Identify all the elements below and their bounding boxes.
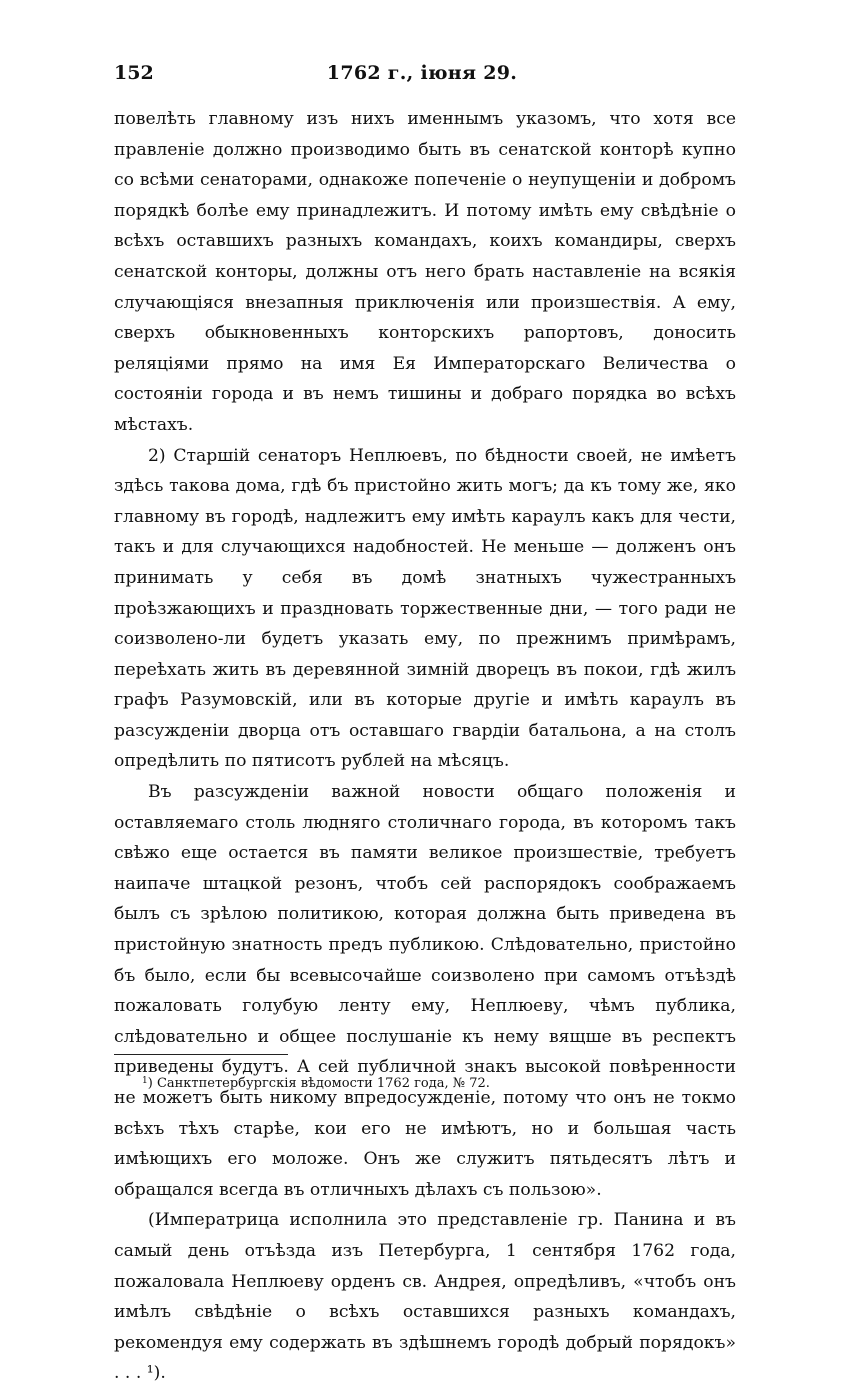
footnote-rule (114, 1054, 288, 1055)
running-head: 1762 г., iюня 29. (326, 62, 518, 84)
footnote (142, 1072, 490, 1093)
page-number: 152 (114, 62, 154, 84)
paragraph-continuation: повелѣть главному изъ нихъ именнымъ указомъ, что хотя все правленiе должно производимо быть въ сенатской конторѣ купно со всѣми сенаторами, однакоже попеченiе о неупущенiи и добромъ порядкѣ болѣе ему принадлежитъ. И потому имѣть ему свѣдѣнiе о всѣхъ оставшихъ разныхъ командахъ, коихъ командиры, сверхъ сенатской конторы, должны отъ него брать наставленiе на всякiя случающiяся внезапныя приключенiя или произшествiя. А ему, сверхъ обыкновенныхъ конторскихъ рапортовъ, доносить реляцiями прямо на имя Ея Императорскаго Величества о состоянiи города и въ немъ тишины и добраго порядка во всѣхъ мѣстахъ. (114, 109, 736, 435)
footnote-text: ) Санктпетербургскiя вѣдомости 1762 года, № 72. (147, 1076, 490, 1091)
paragraph-reasoning: Въ разсужденiи важной новости общаго положенiя и оставляемаго столь людняго столичнаго города, въ которомъ такъ свѣжо еще остается въ памяти великое произшествiе, требуетъ наипаче штацкой резонъ, чтобъ сей распорядокъ соображаемъ былъ съ зрѣлою политикою, которая должна быть приведена въ пристойную знатность предъ публикою. Слѣдовательно, пристойно бъ было, если бы всевысочайше соизволено при самомъ отъѣздѣ пожаловать голубую ленту ему, Неплюеву, чѣмъ публика, слѣдовательно и общее послушанiе къ нему вящше въ респектъ приведены будутъ. А сей публичной знакъ высокой повѣренности не можетъ быть никому впредосужденiе, потому что онъ не токмо всѣхъ тѣхъ старѣе, кои его не имѣютъ, но и большая часть имѣющихъ его моложе. Онъ же служитъ пятьдесятъ лѣтъ и обращался всегда въ отличныхъ дѣлахъ съ пользою». (114, 782, 736, 1200)
body-text (114, 104, 736, 1389)
footnote-marker: 1 (142, 1076, 148, 1086)
paragraph-point-2: 2) Старшiй сенаторъ Неплюевъ, по бѣдности своей, не имѣетъ здѣсь такова дома, гдѣ бъ пристойно жить могъ; да къ тому же, яко главному въ городѣ, надлежитъ ему имѣть караулъ какъ для чести, такъ и для случающихся надобностей. Не меньше — долженъ онъ принимать у себя въ домѣ знатныхъ чужестранныхъ проѣзжающихъ и праздновать торжественные дни, — того ради не соизволено-ли будетъ указать ему, по прежнимъ примѣрамъ, переѣхать жить въ деревянной зимнiй дворецъ въ покои, гдѣ жилъ графъ Разумовскiй, или въ которые другiе и имѣть караулъ въ разсужденiи дворца отъ оставшаго гвардiи батальона, а на столъ опредѣлить по пятисотъ рублей на мѣсяцъ. (114, 445, 736, 772)
page-header (114, 62, 730, 88)
paragraph-editor-note: (Императрица исполнила это представленiе гр. Панина и въ самый день отъѣзда изъ Петербурга, 1 сентября 1762 года, пожаловала Неплюеву орденъ св. Андрея, опредѣливъ, «чтобъ онъ имѣлъ свѣдѣнiе о всѣхъ оставшихся разныхъ командахъ, рекомендуя ему содержать въ здѣшнемъ городѣ добрый порядокъ» . . . ¹). (114, 1210, 736, 1384)
